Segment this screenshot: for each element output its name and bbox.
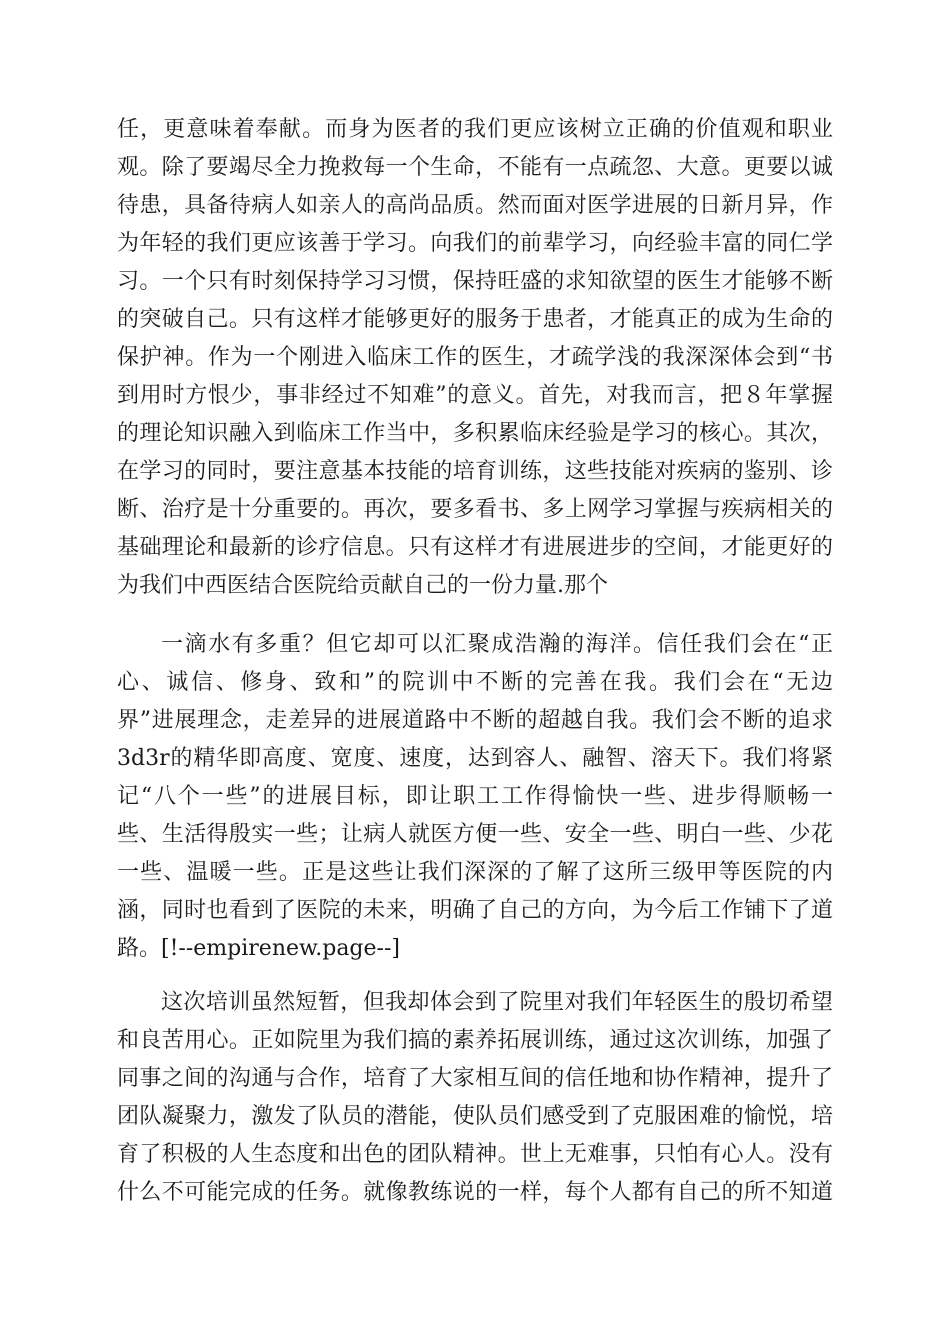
text-line: 界”进展理念，走差异的进展道路中不断的超越自我。我们会不断的追求 <box>117 708 833 733</box>
text-line: 什么不可能完成的任务。就像教练说的一样，每个人都有自己的所不知道 <box>117 1180 833 1205</box>
paragraph-1 <box>117 111 833 605</box>
text-line: 些、生活得殷实一些；让病人就医方便一些、安全一些、明白一些、少花 <box>117 822 833 847</box>
text-line: 的理论知识融入到临床工作当中，多积累临床经验是学习的核心。其次， <box>117 421 833 446</box>
text-line: 和良苦用心。正如院里为我们搞的素养拓展训练，通过这次训练，加强了 <box>117 1028 833 1053</box>
text-line: 3d3r的精华即高度、宽度、速度，达到容人、融智、溶天下。我们将紧 <box>117 746 833 771</box>
text-line: 团队凝聚力，激发了队员的潜能，使队员们感受到了克服困难的愉悦，培 <box>117 1104 833 1129</box>
text-line: 保护神。作为一个刚进入临床工作的医生，才疏学浅的我深深体会到“书 <box>117 345 833 370</box>
text-line: 的突破自己。只有这样才能够更好的服务于患者，才能真正的成为生命的 <box>117 307 833 332</box>
text-line: 为年轻的我们更应该善于学习。向我们的前辈学习，向经验丰富的同仁学 <box>117 231 833 256</box>
paragraph-2 <box>117 626 833 968</box>
text-line: 观。除了要竭尽全力挽救每一个生命，不能有一点疏忽、大意。更要以诚 <box>117 155 833 180</box>
text-line: 这次培训虽然短暂，但我却体会到了院里对我们年轻医生的殷切希望 <box>161 990 833 1015</box>
text-line: 待患，具备待病人如亲人的高尚品质。然而面对医学进展的日新月异，作 <box>117 193 833 218</box>
text-line: 基础理论和最新的诊疗信息。只有这样才有进展进步的空间，才能更好的 <box>117 535 833 560</box>
text-line: 断、治疗是十分重要的。再次，要多看书、多上网学习掌握与疾病相关的 <box>117 497 833 522</box>
text-line: 育了积极的人生态度和出色的团队精神。世上无难事，只怕有心人。没有 <box>117 1142 833 1167</box>
text-line: 任，更意味着奉献。而身为医者的我们更应该树立正确的价值观和职业 <box>117 117 833 142</box>
text-line: 路。[!--empirenew.page--] <box>117 936 400 961</box>
text-line: 在学习的同时，要注意基本技能的培育训练，这些技能对疾病的鉴别、诊 <box>117 459 833 484</box>
paragraph-3 <box>117 984 833 1212</box>
text-line: 为我们中西医结合医院给贡献自己的一份力量.那个 <box>117 573 608 598</box>
text-line: 心、诚信、修身、致和”的院训中不断的完善在我。我们会在“无边 <box>117 670 833 695</box>
text-line: 同事之间的沟通与合作，培育了大家相互间的信任地和协作精神，提升了 <box>117 1066 833 1091</box>
text-line: 涵，同时也看到了医院的未来，明确了自己的方向，为今后工作铺下了道 <box>117 898 833 923</box>
text-line: 一些、温暖一些。正是这些让我们深深的了解了这所三级甲等医院的内 <box>117 860 833 885</box>
text-line: 一滴水有多重？但它却可以汇聚成浩瀚的海洋。信任我们会在“正 <box>161 632 833 657</box>
text-line: 记“八个一些”的进展目标，即让职工工作得愉快一些、进步得顺畅一 <box>117 784 833 809</box>
text-line: 到用时方恨少，事非经过不知难”的意义。首先，对我而言，把８年掌握 <box>117 383 833 408</box>
text-line: 习。一个只有时刻保持学习习惯，保持旺盛的求知欲望的医生才能够不断 <box>117 269 833 294</box>
